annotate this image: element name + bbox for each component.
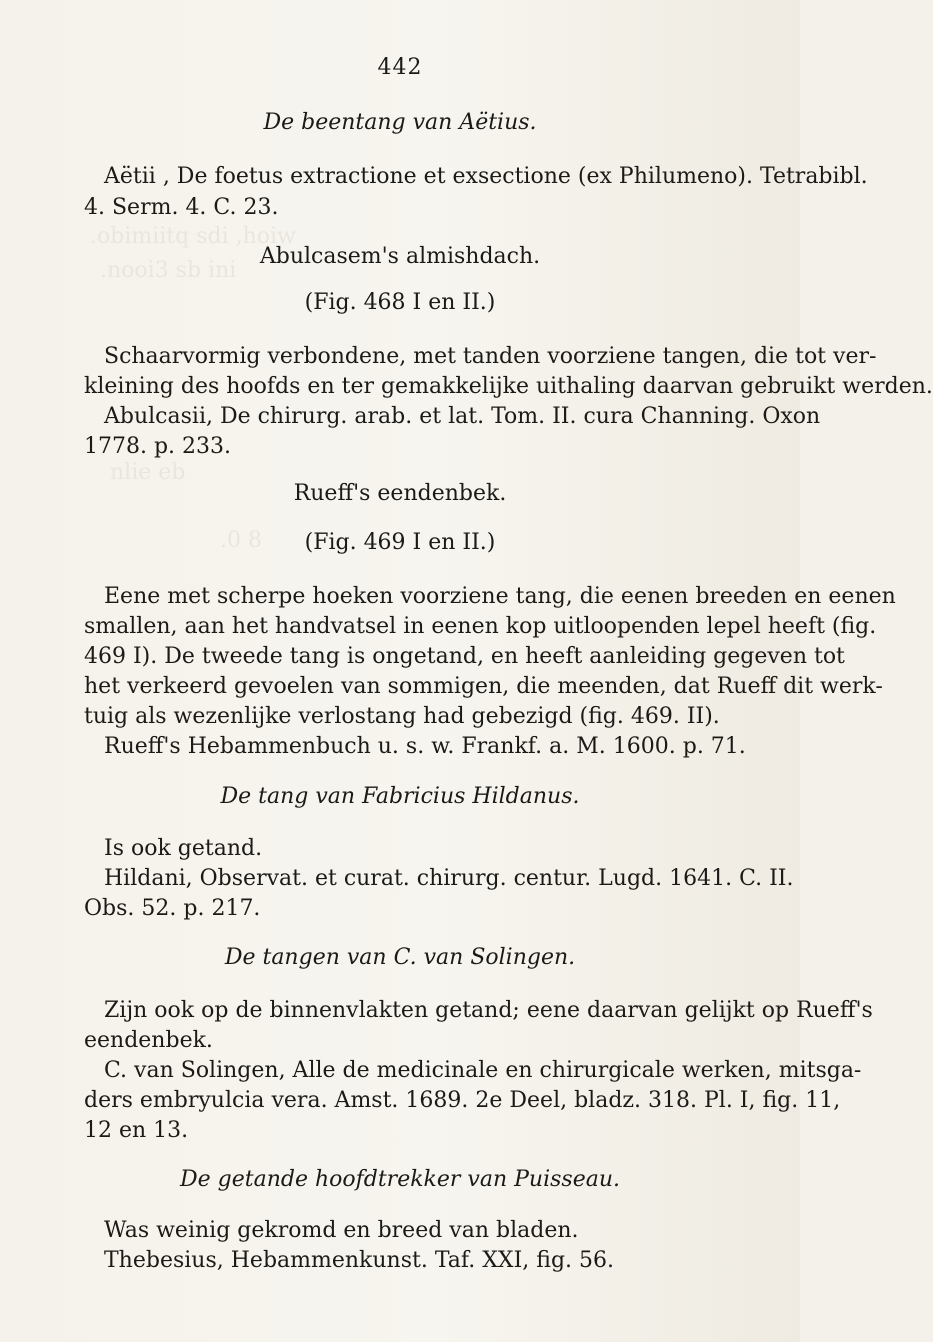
- page-number: 442: [377, 55, 423, 80]
- figure-reference: (Fig. 469 I en II.): [304, 530, 496, 555]
- text-line: Schaarvormig verbondene, met tanden voorziene tangen, die tot ver-: [104, 344, 877, 369]
- section-title: Rueff's eendenbek.: [293, 481, 507, 506]
- text-line: 1778. p. 233.: [84, 434, 232, 459]
- text-line: Is ook getand.: [104, 836, 263, 861]
- text-line: C. van Solingen, Alle de medicinale en chirurgicale werken, mitsga-: [104, 1058, 862, 1083]
- section-title: De tangen van C. van Solingen.: [224, 945, 576, 970]
- section-title: De beentang van Aëtius.: [263, 110, 537, 135]
- bleed-through-text: .obimiitq sdi ,hoiw: [90, 224, 296, 249]
- figure-reference: (Fig. 468 I en II.): [304, 290, 496, 315]
- text-line: Rueff's Hebammenbuch u. s. w. Frankf. a. M. 1600. p. 71.: [104, 734, 746, 759]
- section-title: Abulcasem's almishdach.: [259, 244, 541, 269]
- text-line: 469 I). De tweede tang is ongetand, en heeft aanleiding gegeven tot: [84, 644, 845, 669]
- text-line: het verkeerd gevoelen van sommigen, die meenden, dat Rueff dit werk-: [84, 674, 883, 699]
- bleed-through-text: nlie eb: [110, 460, 186, 485]
- text-line: 12 en 13.: [84, 1118, 189, 1143]
- text-line: ders embryulcia vera. Amst. 1689. 2e Deel, bladz. 318. Pl. I, fig. 11,: [84, 1088, 841, 1113]
- section-title: De getande hoofdtrekker van Puisseau.: [179, 1167, 621, 1192]
- text-line: Obs. 52. p. 217.: [84, 896, 261, 921]
- text-line: Aëtii , De foetus extractione et exsectione (ex Philumeno). Tetrabibl.: [104, 164, 868, 189]
- text-line: 4. Serm. 4. C. 23.: [84, 195, 279, 220]
- bleed-through-text: .0 8: [220, 528, 262, 553]
- text-line: Eene met scherpe hoeken voorziene tang, die eenen breeden en eenen: [104, 584, 896, 609]
- text-line: Was weinig gekromd en breed van bladen.: [104, 1218, 579, 1243]
- text-line: Hildani, Observat. et curat. chirurg. centur. Lugd. 1641. C. II.: [104, 866, 794, 891]
- text-line: tuig als wezenlijke verlostang had gebezigd (fig. 469. II).: [84, 704, 720, 729]
- section-title: De tang van Fabricius Hildanus.: [220, 784, 580, 809]
- text-line: kleining des hoofds en ter gemakkelijke uithaling daarvan gebruikt werden.: [84, 374, 933, 399]
- text-line: Zijn ook op de binnenvlakten getand; eene daarvan gelijkt op Rueff's: [104, 998, 873, 1023]
- text-line: Thebesius, Hebammenkunst. Taf. XXI, fig. 56.: [104, 1248, 614, 1273]
- text-line: smallen, aan het handvatsel in eenen kop uitloopenden lepel heeft (fig.: [84, 614, 877, 639]
- text-line: eendenbek.: [84, 1028, 213, 1053]
- bleed-through-text: .nooi3 sb ini: [100, 258, 237, 283]
- text-line: Abulcasii, De chirurg. arab. et lat. Tom. II. cura Channing. Oxon: [104, 404, 821, 429]
